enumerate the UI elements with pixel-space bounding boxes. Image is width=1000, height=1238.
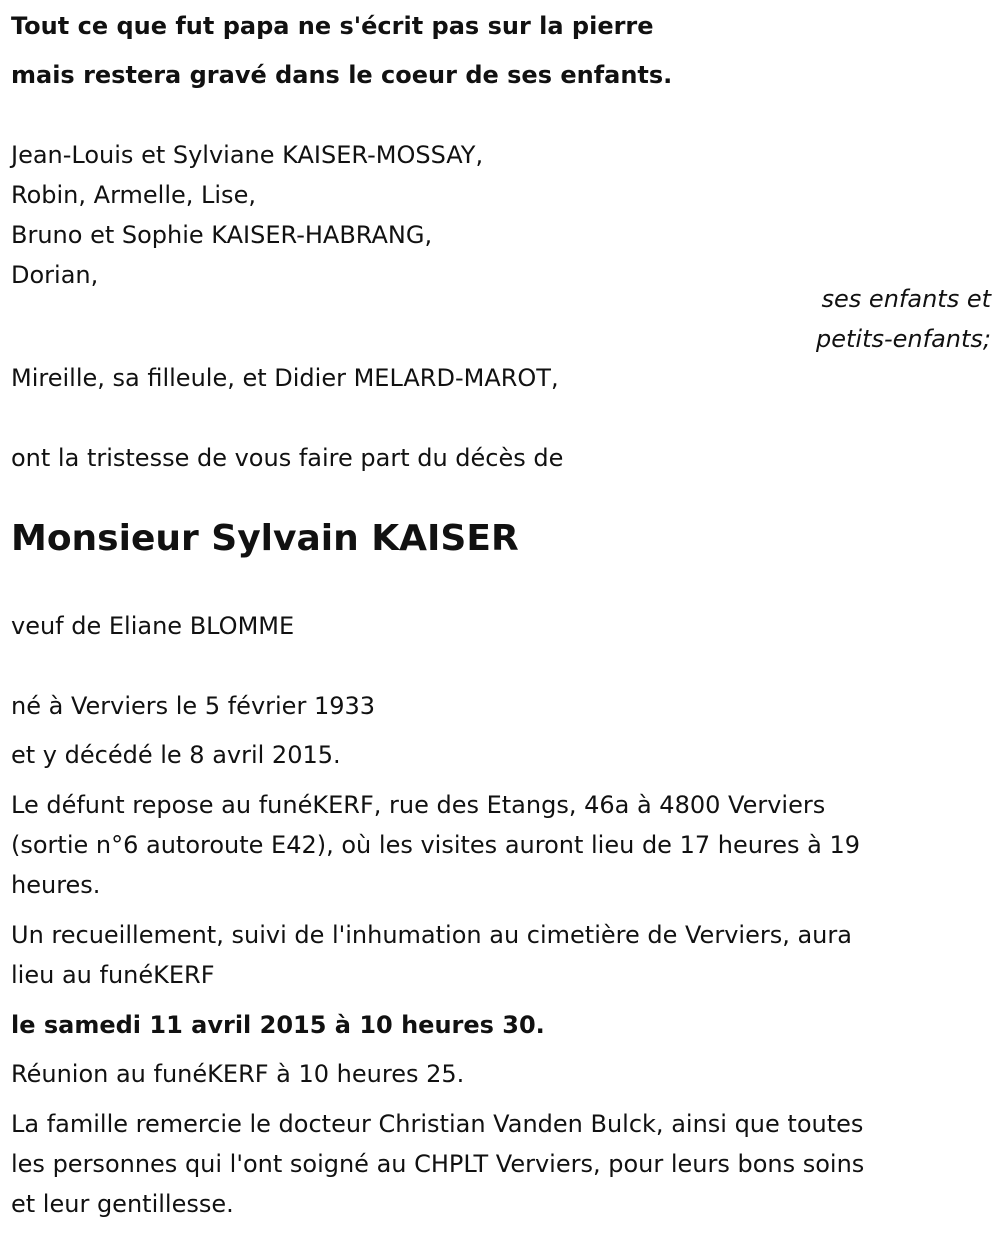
relation-line-1: ses enfants et (821, 285, 991, 313)
meeting-line: Réunion au funéKERF à 10 heures 25. (11, 1060, 465, 1088)
deceased-name: Monsieur Sylvain KAISER (11, 518, 519, 559)
announcement-line: ont la tristesse de vous faire part du décès de (11, 444, 564, 472)
death-line: et y décédé le 8 avril 2015. (11, 741, 341, 769)
relation-line-2: petits-enfants; (816, 325, 991, 353)
visitation-line-2: (sortie n°6 autoroute E42), où les visites auront lieu de 17 heures à 19 (11, 831, 861, 859)
family-line-2: Robin, Armelle, Lise, (11, 181, 256, 209)
thanks-line-1: La famille remercie le docteur Christian Vanden Bulck, ainsi que toutes (11, 1110, 864, 1138)
epitaph-line-1: Tout ce que fut papa ne s'écrit pas sur la pierre (11, 12, 654, 40)
family-line-1: Jean-Louis et Sylviane KAISER-MOSSAY, (11, 141, 484, 169)
family-line-3: Bruno et Sophie KAISER-HABRANG, (11, 221, 433, 249)
thanks-line-3: et leur gentillesse. (11, 1190, 234, 1218)
birth-line: né à Verviers le 5 février 1933 (11, 692, 376, 720)
ceremony-date: le samedi 11 avril 2015 à 10 heures 30. (11, 1011, 545, 1039)
epitaph-line-2: mais restera gravé dans le coeur de ses enfants. (11, 61, 673, 89)
ceremony-line-2: lieu au funéKERF (11, 961, 215, 989)
family-line-4: Dorian, (11, 261, 99, 289)
goddaughter-line: Mireille, sa filleule, et Didier MELARD-MAROT, (11, 364, 559, 392)
thanks-line-2: les personnes qui l'ont soigné au CHPLT Verviers, pour leurs bons soins (11, 1150, 865, 1178)
ceremony-line-1: Un recueillement, suivi de l'inhumation au cimetière de Verviers, aura (11, 921, 852, 949)
widower-line: veuf de Eliane BLOMME (11, 612, 295, 640)
visitation-line-1: Le défunt repose au funéKERF, rue des Etangs, 46a à 4800 Verviers (11, 791, 826, 819)
visitation-line-3: heures. (11, 871, 101, 899)
